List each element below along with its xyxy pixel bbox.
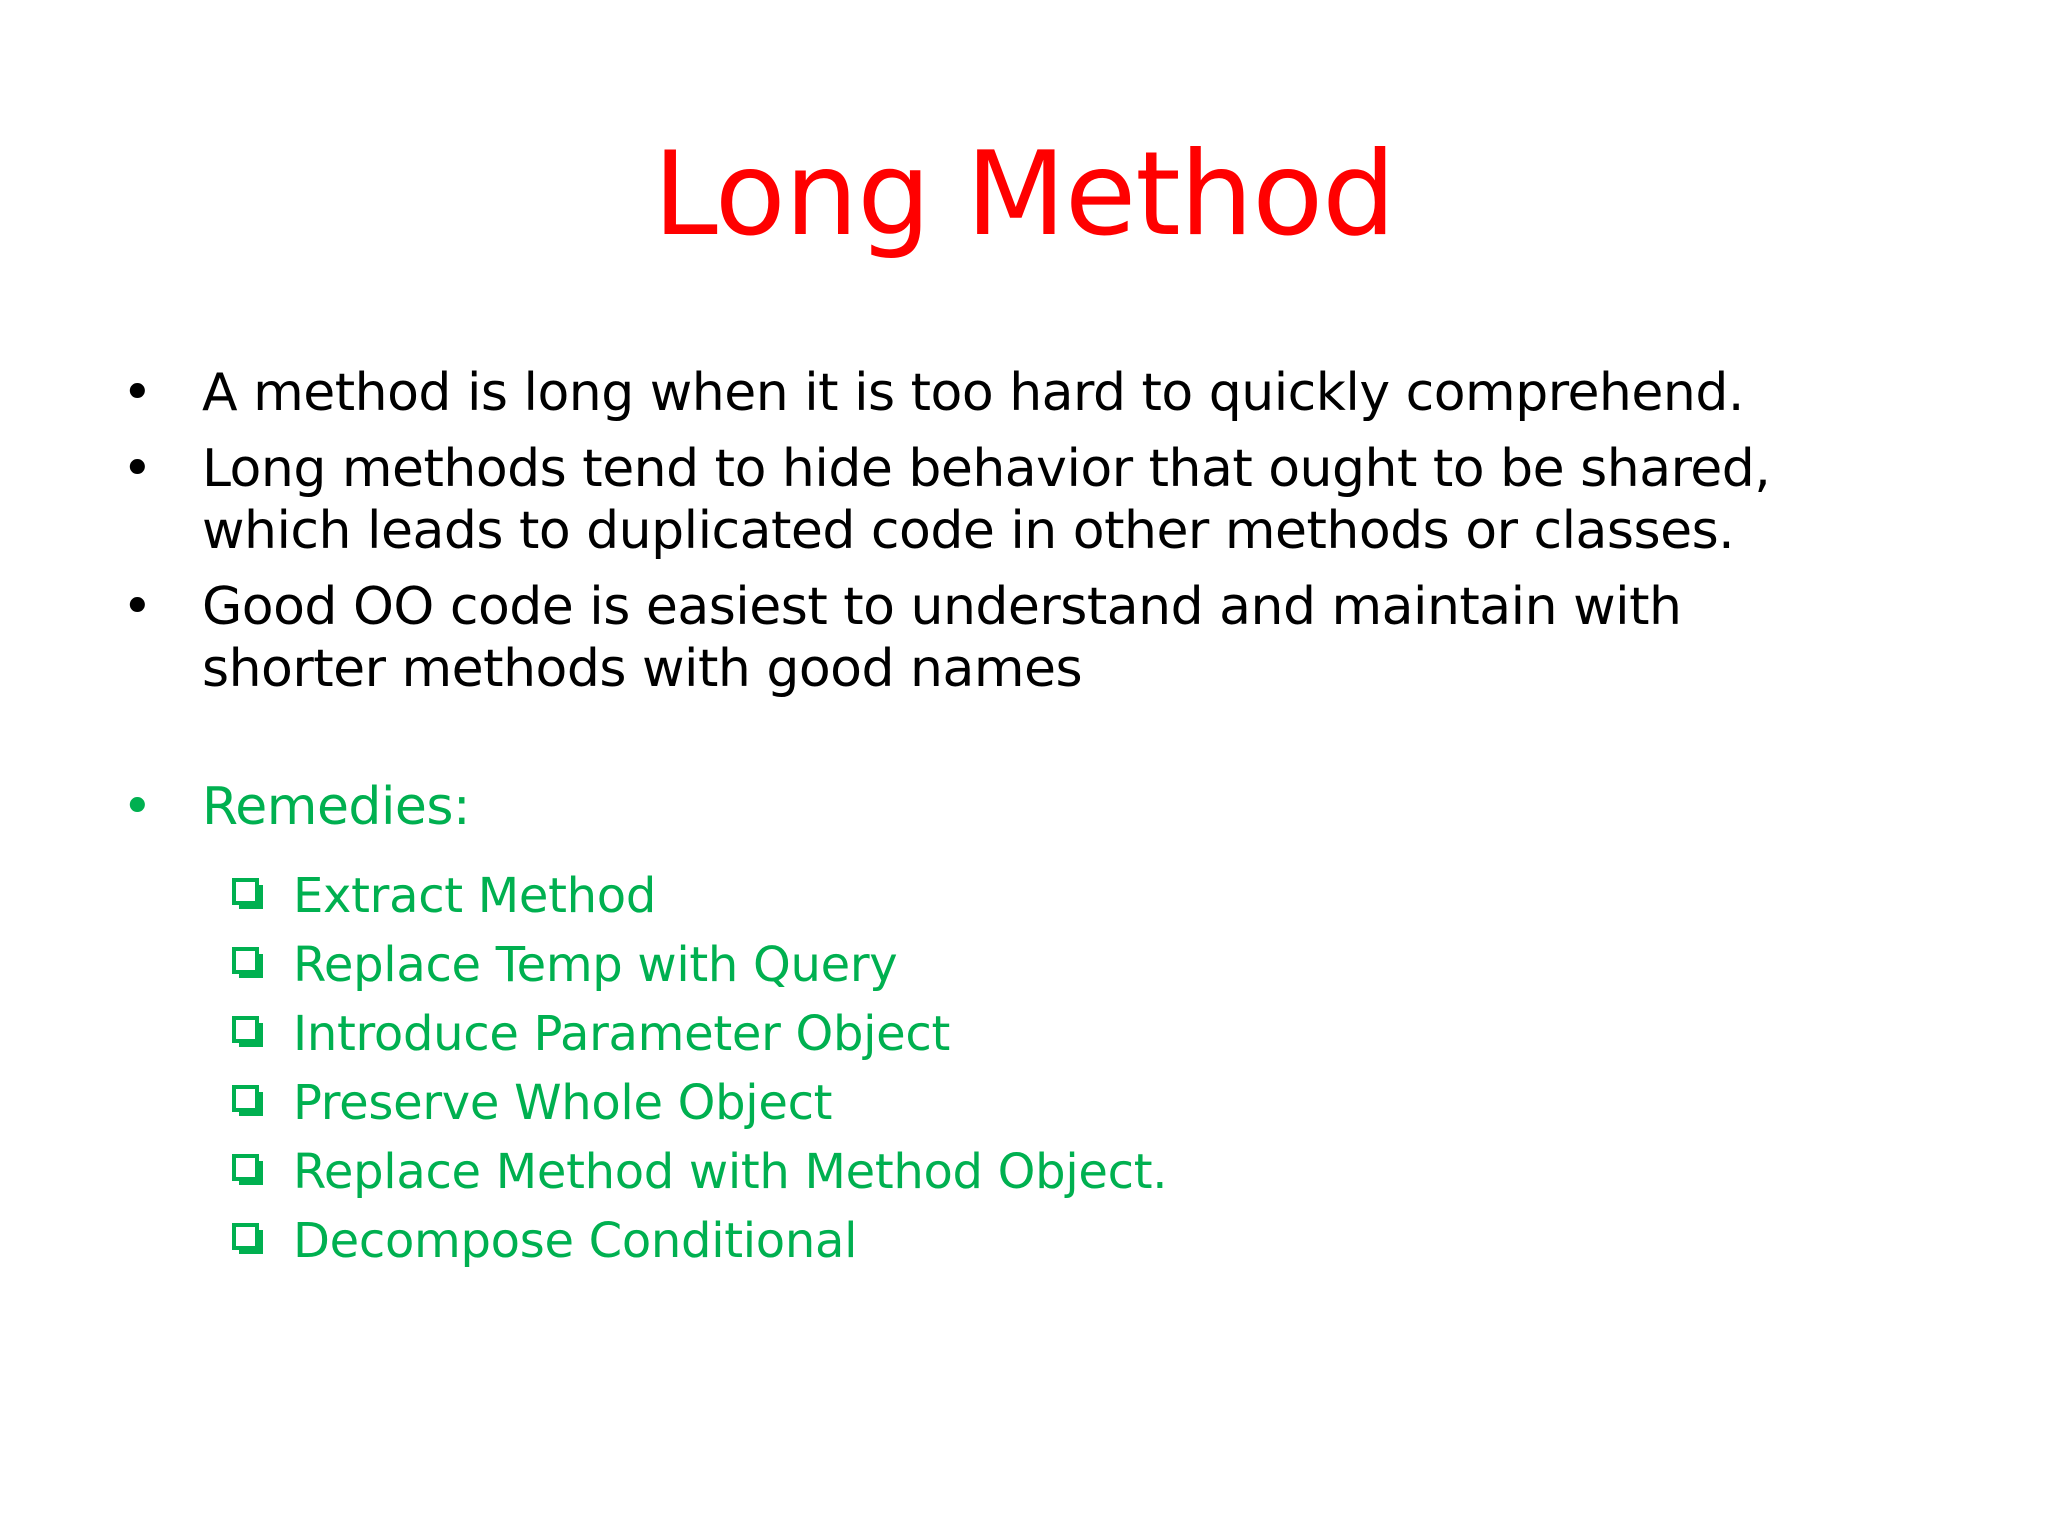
- bullet-item: [120, 438, 1920, 562]
- remedy-item: [229, 1000, 1167, 1069]
- checkbox-icon: [231, 1153, 263, 1185]
- bullet-text: A method is long when it is too hard to quickly comprehend.: [202, 363, 1744, 423]
- bullet-text-line: which leads to duplicated code in other methods or classes.: [202, 501, 1735, 561]
- bullet-list: [120, 362, 1920, 842]
- bullet-text-line: Good OO code is easiest to understand and maintain with: [202, 577, 1682, 637]
- slide-title: Long Method: [653, 127, 1395, 262]
- remedy-item: [229, 862, 1167, 931]
- checkbox-icon: [231, 946, 263, 978]
- checkbox-icon: [231, 1084, 263, 1116]
- remedy-text: Replace Method with Method Object.: [293, 1144, 1168, 1200]
- remedy-text: Replace Temp with Query: [293, 937, 898, 993]
- remedy-item: [229, 931, 1167, 1000]
- remedies-label: Remedies:: [202, 777, 470, 837]
- remedy-item: [229, 1138, 1167, 1207]
- bullet-item: [120, 362, 1920, 424]
- remedy-text: Introduce Parameter Object: [293, 1006, 951, 1062]
- bullet-dot-icon: •: [122, 577, 153, 637]
- remedy-text: Decompose Conditional: [293, 1213, 858, 1269]
- remedy-text: Extract Method: [293, 868, 656, 924]
- checkbox-icon: [231, 1222, 263, 1254]
- bullet-dot-icon: •: [122, 777, 153, 837]
- remedy-item: [229, 1069, 1167, 1138]
- bullet-text-line: shorter methods with good names: [202, 639, 1083, 699]
- bullet-item: [120, 576, 1920, 700]
- bullet-text-line: Long methods tend to hide behavior that ought to be shared,: [202, 439, 1771, 499]
- checkbox-icon: [231, 1015, 263, 1047]
- bullet-dot-icon: •: [122, 363, 153, 423]
- checkbox-icon: [231, 877, 263, 909]
- bullet-dot-icon: •: [122, 439, 153, 499]
- remedies-heading: [120, 776, 1920, 838]
- remedy-item: [229, 1207, 1167, 1276]
- remedies-list: [229, 862, 1167, 1276]
- remedy-text: Preserve Whole Object: [293, 1075, 833, 1131]
